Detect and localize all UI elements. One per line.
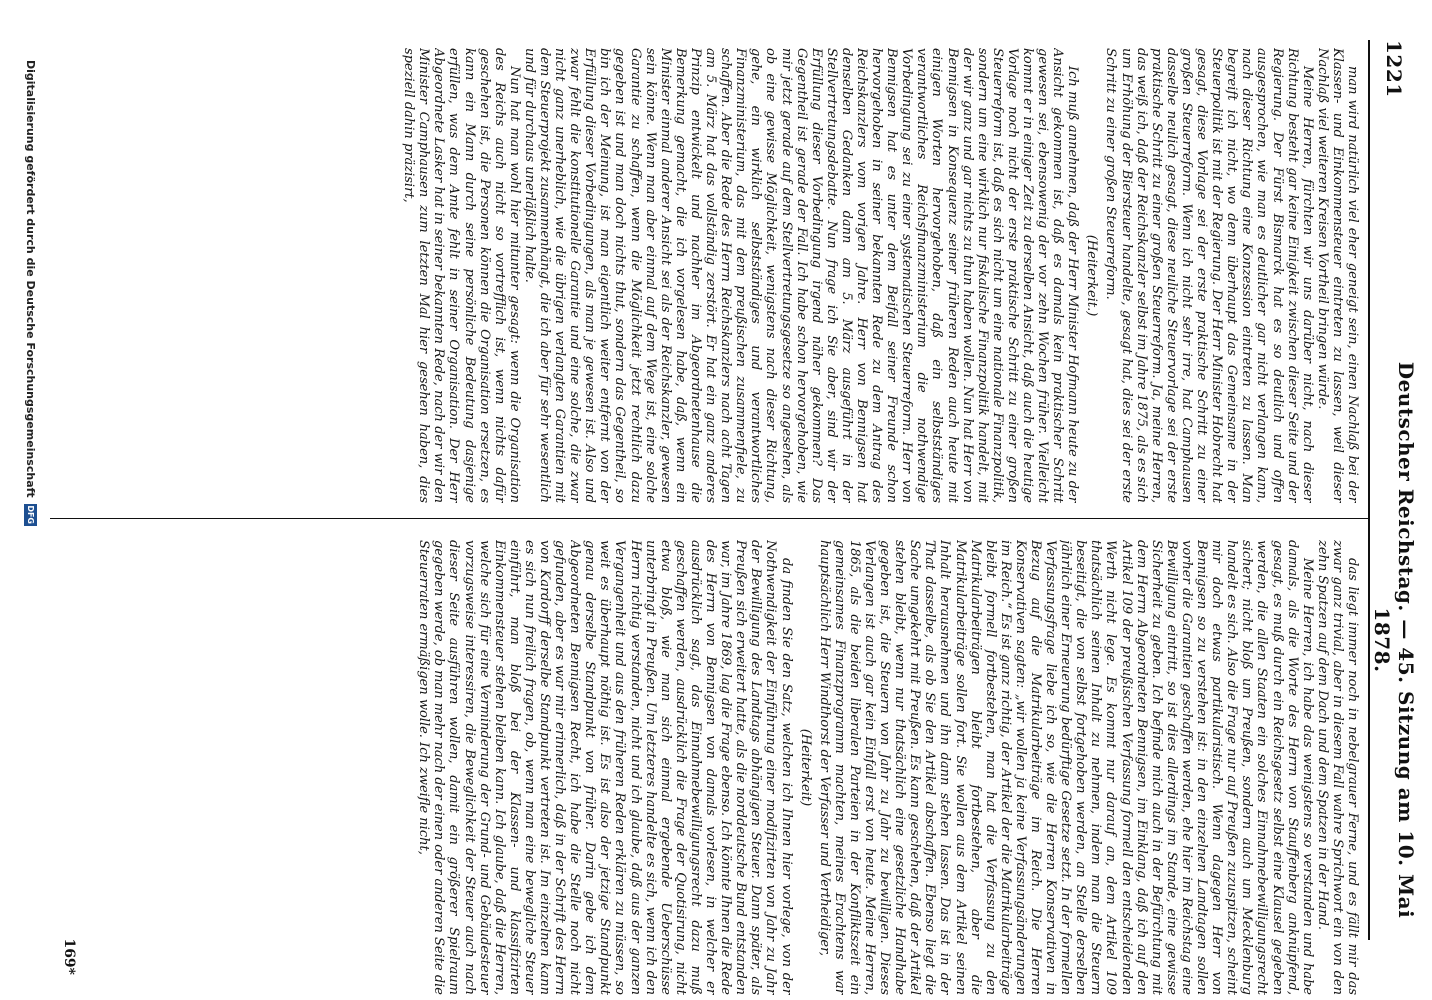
- column-divider: [50, 518, 1368, 519]
- paragraph: Ich muß annehmen, daß der Herr Minister Hofmann heute zu der Ansicht gekommen ist, daß es damals kein praktischer Schritt gewesen sei, ebensowenig der vor zehn Wochen früher. Vielleicht kommt er in einiger Zeit zu derselben Ansicht, daß auch die heutige Vorlage noch nicht der erste praktische Schritt zu einer großen Steuerreform ist, daß es sich nicht um eine nationale Finanzpolitik, sondern um eine wirklich nur fiskalische Finanzpolitik handelt, mit der wir ganz und gar nichts zu thun haben wollen. Nun hat Herr von Bennigsen in Konsequenz seiner früheren Reden auch heute mit einigen Worten hervorgehoben, daß ein selbstständiges verantwortliches Reichsfinanzministerium die nothwendige Vorbedingung sei zu einer systematischen Steuerreform. Herr von Bennigsen hat es unter dem Beifall seiner Freunde schon hervorgehoben in seiner bekannten Rede zu dem Antrag des Reichskanzlers vom vorigen Jahre. Herr von Bennigsen hat denselben Gedanken dann am 5. März ausgeführt in der Stellvertretungsdebatte. Nun frage ich Sie aber, sind wir der Erfüllung dieser Vorbedingung irgend näher gekommen? Das Gegentheil ist gerade der Fall. Ich habe schon hervorgehoben, wie mir jetzt gerade auf dem Stellvertretungsgesetze so angesehen, als ob eine gewisse Möglichkeit, wenigstens nach dieser Richtung, gehe, ein wirklich selbstständiges und verantwortliches Finanzministerium, das mit dem preußischen zusammenfiele, zu schaffen. Aber die Rede des Herrn Reichskanzlers nach acht Tagen am 5. März hat das vollständig zerstört. Er hat ein ganz anderes Prinzip entwickelt und nachher im Abgeordnetenhause die Bemerkung gemacht, die ich vorgelesen habe, daß, wenn ein Minister einmal anderer Ansicht sei als der Reichskanzler, gewesen sein könne. Wenn man aber einmal auf dem Wege ist, eine solche Garantie zu schaffen, wenn die Möglichkeit jetzt rechtlich dazu gegeben ist und man doch nichts thut, sondern das Gegentheil, so bin ich der Meinung, ist man eigentlich weiter entfernt von der Erfüllung dieser Vorbedingungen, als man je gewesen ist. Also und zwar fehlt die konstitutionelle Garantie und eine solche, die zwar nicht ganz unerheblich, wie die übrigen verlangten Garantien mit dem Steuerprojekt zusammenhängt, die ich aber für sehr wesentlich und für durchaus unerläßlich halte.: [521, 48, 1081, 503]
- interjection: (Heiterkeit.): [1084, 234, 1100, 317]
- left-column: [70, 48, 1360, 503]
- paragraph: da finden Sie den Satz, welchen ich Ihnen hier vorlege, von der Nothwendigkeit der Einführung einer modifizirten von Jahr zu Jahr der Bewilligung des Landtags abhängigen Steuer. Dann später, als Preußen sich erweitert hatte, als die norddeutsche Bund entstanden war, im Jahre 1869, lag die Frage ebenso. Ich könnte Ihnen die Rede des Herrn von Bennigsen von damals vorlesen, in welcher er ausdrücklich sagt, das Einnahmebewilligungsrecht dazu muß geschaffen werden, ausdrücklich die Frage der Quotisirung, nicht etwa bloß, wie man sich einmal ergebende Ueberschüsse unterbringt in Preußen. Um letzteres handelte es sich, wenn ich den Herrn richtig verstanden, nicht und ich glaube, daß aus der ganzen Vergangenheit und aus den früheren Reden erklären zu müssen, so weit es überhaupt nöthig ist. Es ist also der jetzige Standpunkt genau derselbe Standpunkt von früher. Darin gebe ich dem Abgeordneten Bennigsen Recht, ich habe die Stelle noch nicht gefunden, aber es war mir erinnerlich, daß in der Schrift des Herrn von Kardorff derselbe Standpunkt vertreten ist. Im einzelnen kann es sich nun freilich fragen, ob, wenn man eine bewegliche Steuer einführt, man bloß bei der Klassen- und klassifizirten Einkommensteuer stehen bleiben kann. Ich glaube, daß die Herren, welche sich für eine Verminderung der Grund- und Gebäudesteuer vorzugsweise interessiren, die Beweglichkeit der Steuer auch nach dieser Seite ausführen wollen, damit ein größerer Spielraum gegeben werde, ob man mehr nach der einen oder anderen Seite die Steuerraten ermäßigen wolle. Ich zweifle nicht,: [416, 540, 794, 995]
- paragraph: Meine Herren, ich habe das wenigstens so verstanden und habe damals, als die Worte des Herrn von Stauffenberg anknüpfend, gesagt, es muß durch ein Reichsgesetz selbst eine Klausel gegeben werden, die allen Staaten ein solches Einnahmebewilligungsrecht sichert; nicht bloß um Preußen, sondern auch um Mecklenburg handelt es sich. Also die Frage nur auf Preußen zuzuspitzen, scheint mir doch etwas partikularistisch. Wenn dagegen Herr von Bennigsen so zu verstehen ist: in den einzelnen Landtagen sollen vorher die Garantien geschaffen werden, ehe hier im Reichstag eine Bewilligung eintritt, so ist dies allerdings im Stande, eine gewisse Sicherheit zu geben. Ich befinde mich auch in der Befürchtung mit dem Herrn Abgeordneten Bennigsen, im Einklang, daß ich auf den Artikel 109 der preußischen Verfassung formell den entscheidenden Werth nicht lege. Es kommt nur darauf an, dem Artikel 109 thatsächlich seinen Inhalt zu nehmen, indem man die Steuern beseitigt, die von selbst fortgehoben werden, an Stelle derselben jährlich einer Erneuerung bedürftige Gesetze setzt. In der formellen Verfassungsfrage liebe ich so, wie die Herren Konservativen in Bezug auf die Matrikularbeiträge im Reich. Die Herren Konservativen sagten: „wir wollen ja keine Verfassungsänderungen im Reich.“ Es ist ganz richtig, der Artikel der die Matrikularbeiträge bleibt formell fortbestehen, man hat die Verfassung zu den Matrikularbeiträgen bleibt fortbestehen, aber die Matrikularbeiträge sollen fort. Sie wollen aus dem Artikel seinen Inhalt herausnehmen und ihn dann stehen lassen. Das ist in der That dasselbe, als ob Sie den Artikel abschaffen. Ebenso liegt die Sache umgekehrt mit Preußen. Es kann geschehen, daß der Artikel stehen bleibt, wenn nur thatsächlich eine gesetzliche Handhabe gegeben ist, die Steuern von Jahr zu Jahr zu bewilligen. Dieses Verlangen ist auch gar kein Einfall erst von heute. Meine Herren, 1865, als die beiden liberalen Parteien in der Konfliktszeit ein gemeinsames Finanzprogramm machten, meines Erachtens war hauptsächlich Herr Windthorst der Verfasser und Vertheidiger,: [816, 540, 1315, 995]
- paragraph: man wird natürlich viel eher geneigt sein, einen Nachlaß bei der Klassen- und Einkommensteuer eintreten zu lassen, weil dieser Nachlaß viel weiteren Kreisen Vortheil bringen würde.: [1314, 48, 1360, 503]
- right-column: [70, 540, 1360, 995]
- header-rule: [1368, 40, 1370, 940]
- digitization-credit: [24, 60, 37, 526]
- sheet-signature: 169*: [61, 938, 77, 975]
- paragraph: das liegt immer noch in nebelgrauer Ferne, und es fällt mir das zwar ganz trivial, aber in diesem Fall wahre Sprichwort ein von den zehn Spatzen auf dem Dach und dem Spatzen in der Hand.: [1314, 540, 1360, 995]
- dfg-logo: DFG: [26, 505, 35, 524]
- paragraph: Meine Herren, fürchten wir uns darüber nicht, nach dieser Richtung besteht gar keine Einigkeit zwischen dieser Seite und der Regierung. Der Fürst Bismarck hat es so deutlich und offen ausgesprochen, wie man es deutlicher gar nicht verlangen kann, nach dieser Richtung eine Konzession eintreten zu lassen. Man begreift ich nicht, wo denn überhaupt das Gemeinsame in der Steuerpolitik ist mit der Regierung. Der Herr Minister Hobrecht hat gesagt, diese Vorlage sei der erste praktische Schritt zu einer großen Steuerreform. Wenn ich nicht sehr irre, hat Camphausen dasselbe neulich gesagt, diese neuliche Steuervorlage sei der erste praktische Schritt zu einer großen Steuerreform. Ja, meine Herren, das weiß ich, daß der Reichskanzler selbst im Jahre 1875, als es sich um Erhöhung der Biersteuer handelte, gesagt hat, dies sei der erste Schritt zu einer großen Steuerreform.: [1103, 48, 1315, 503]
- page-header: [1370, 40, 1418, 940]
- page-number: 1221: [1382, 40, 1406, 98]
- interjection: (Heiterkeit): [797, 728, 813, 807]
- credit-text: Digitalisierung gefördert durch die Deutsche Forschungsgemeinschaft: [24, 60, 37, 498]
- paragraph: Nun hat man wohl hier mitunter gesagt: wenn die Organisation des Reichs auch nicht so vortrefflich ist, wenn nichts dafür geschehen ist, die Personen können die Organisation ersetzen, es kann ein Mann durch seine persönliche Bedeutung dasjenige erfüllen, was dem Amte fehlt in seiner Organisation. Der Herr Abgeordnete Lasker hat in seiner bekannten Rede, nach der wir den Minister Camphausen zum letzten Mal hier gesehen haben, dies speziell dahin präzisirt,: [401, 48, 522, 503]
- running-title: Deutscher Reichstag. — 45. Sitzung am 10. Mai 1878.: [1370, 361, 1418, 919]
